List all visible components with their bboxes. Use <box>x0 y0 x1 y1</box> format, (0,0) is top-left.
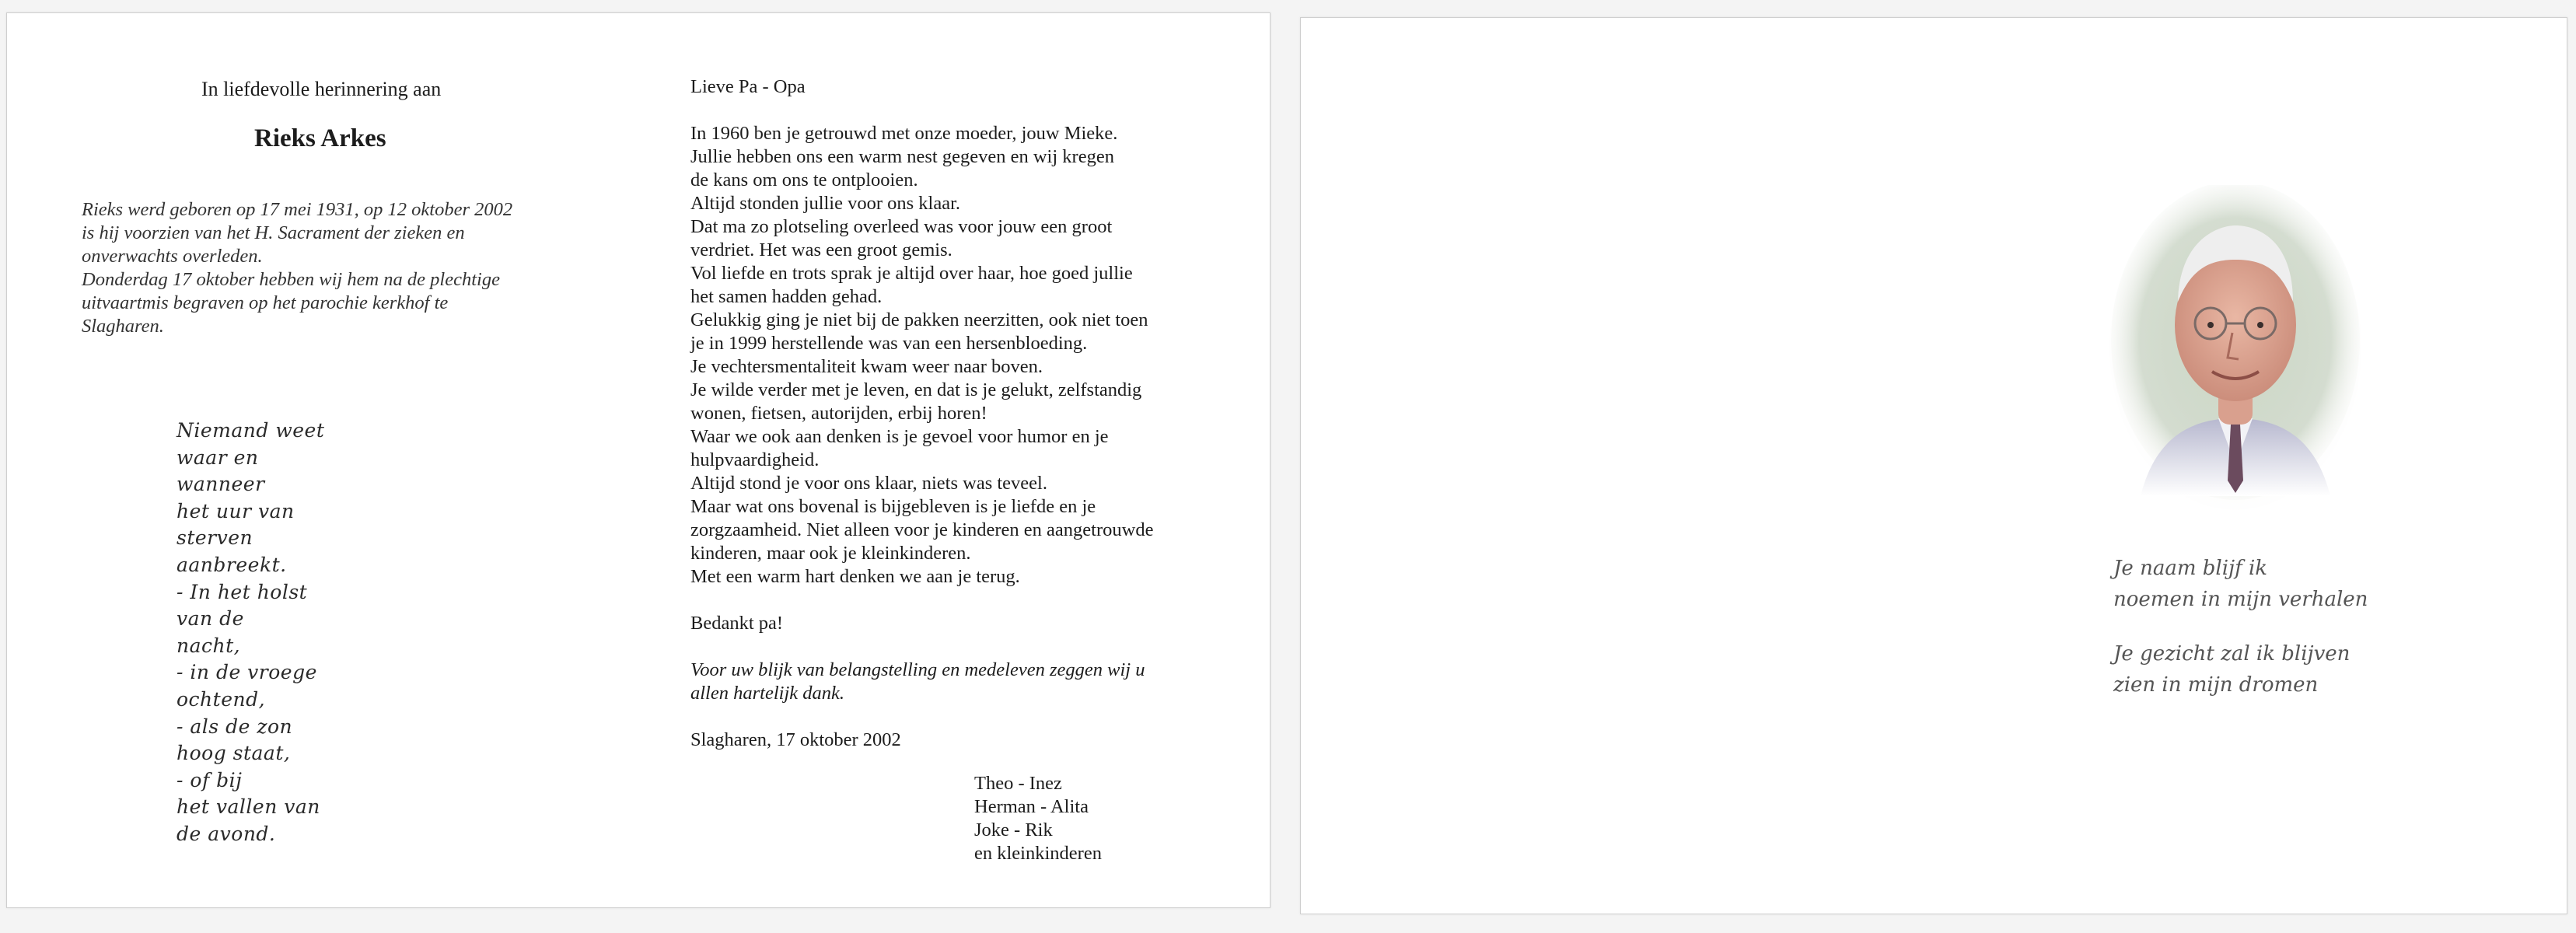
letter-line: de kans om ons te ontplooien. <box>690 169 918 190</box>
letter-line: je in 1999 herstellende was van een hersenbloeding. <box>690 333 1088 354</box>
letter-line: Dat ma zo plotseling overleed was voor jouw een groot <box>690 216 1113 237</box>
poem-line: - als de zon <box>177 715 293 738</box>
poem-line: zien in mijn dromen <box>2113 673 2319 697</box>
bio-line: Rieks werd geboren op 17 mei 1931, op 12 oktober 2002 <box>82 199 513 220</box>
poem-je-naam <box>2113 553 2368 724</box>
bio-line: is hij voorzien van het H. Sacrament der zieken en <box>82 222 465 243</box>
poem-line: nacht, <box>177 634 241 657</box>
memorial-card-left-page <box>6 12 1271 908</box>
bio-line: onverwachts overleden. <box>82 246 263 267</box>
letter-line: Altijd stonden jullie voor ons klaar. <box>690 193 961 214</box>
place-date: Slagharen, 17 oktober 2002 <box>690 729 901 750</box>
poem-line: het vallen van <box>177 795 320 819</box>
letter-line: Maar wat ons bovenal is bijgebleven is je liefde en je <box>690 496 1096 517</box>
thanks-line: allen hartelijk dank. <box>690 683 844 704</box>
poem-niemand-weet <box>177 418 324 848</box>
poem-line: wanneer <box>177 473 265 496</box>
intro-text: In liefdevolle herinnering aan <box>201 78 442 100</box>
poem-line: aanbreekt. <box>177 553 287 576</box>
letter-line: Je wilde verder met je leven, en dat is je gelukt, zelfstandig <box>690 379 1142 400</box>
memorial-card-right-page <box>1300 17 2567 914</box>
letter-line: Met een warm hart denken we aan je terug. <box>690 566 1020 587</box>
letter <box>690 75 1266 752</box>
letter-line: Vol liefde en trots sprak je altijd over haar, hoe goed jullie <box>690 263 1133 284</box>
letter-line: hulpvaardigheid. <box>690 449 820 470</box>
poem-line: Je naam blijf ik <box>2113 557 2268 580</box>
thanks-line: Voor uw blijk van belangstelling en medeleven zeggen wij u <box>690 659 1145 680</box>
poem-line: sterven <box>177 526 253 550</box>
poem-line: - of bij <box>177 768 243 791</box>
letter-line: verdriet. Het was een groot gemis. <box>690 239 952 260</box>
poem-line: - In het holst <box>177 580 308 603</box>
bio-line: Slagharen. <box>82 316 164 337</box>
letter-greeting: Lieve Pa - Opa <box>690 76 806 97</box>
poem-line: - in de vroege <box>177 661 317 684</box>
deceased-name: Rieks Arkes <box>254 124 386 152</box>
poem-line: het uur van <box>177 499 295 522</box>
portrait-illustration <box>2109 185 2361 510</box>
signer: en kleinkinderen <box>974 843 1102 864</box>
letter-line: Gelukkig ging je niet bij de pakken neerzitten, ook niet toen <box>690 309 1148 330</box>
biography <box>82 198 610 338</box>
poem-line: de avond. <box>177 822 276 845</box>
letter-thanks <box>690 659 1266 705</box>
letter-line: zorgzaamheid. Niet alleen voor je kinderen en aangetrouwde <box>690 519 1154 540</box>
poem-line: van de <box>177 607 244 631</box>
letter-line: Waar we ook aan denken is je gevoel voor humor en je <box>690 426 1109 447</box>
poem-line: Je gezicht zal ik blijven <box>2113 642 2351 666</box>
letter-line: Jullie hebben ons een warm nest gegeven en wij kregen <box>690 146 1114 167</box>
poem-line: Niemand weet <box>177 419 325 442</box>
letter-line: kinderen, maar ook je kleinkinderen. <box>690 543 971 564</box>
signer: Joke - Rik <box>974 819 1053 840</box>
poem-line: hoog staat, <box>177 742 291 765</box>
signer: Theo - Inez <box>974 773 1062 794</box>
signer: Herman - Alita <box>974 796 1089 817</box>
poem-line: ochtend, <box>177 687 266 711</box>
bio-line: Donderdag 17 oktober hebben wij hem na de plechtige <box>82 269 500 290</box>
letter-line: In 1960 ben je getrouwd met onze moeder, jouw Mieke. <box>690 123 1118 144</box>
letter-line: het samen hadden gehad. <box>690 286 883 307</box>
portrait-photo <box>2109 185 2361 510</box>
poem-stanza <box>2113 553 2368 615</box>
poem-stanza <box>2113 638 2368 701</box>
letter-body <box>690 122 1266 589</box>
poem-line: waar en <box>177 446 259 469</box>
bio-line: uitvaartmis begraven op het parochie kerkhof te <box>82 292 449 313</box>
letter-line: Je vechtersmentaliteit kwam weer naar boven. <box>690 356 1043 377</box>
signers <box>974 772 1102 865</box>
letter-line: Altijd stond je voor ons klaar, niets was teveel. <box>690 473 1047 494</box>
poem-line: noemen in mijn verhalen <box>2113 588 2368 611</box>
letter-closing: Bedankt pa! <box>690 613 784 634</box>
letter-line: wonen, fietsen, autorijden, erbij horen! <box>690 403 987 424</box>
